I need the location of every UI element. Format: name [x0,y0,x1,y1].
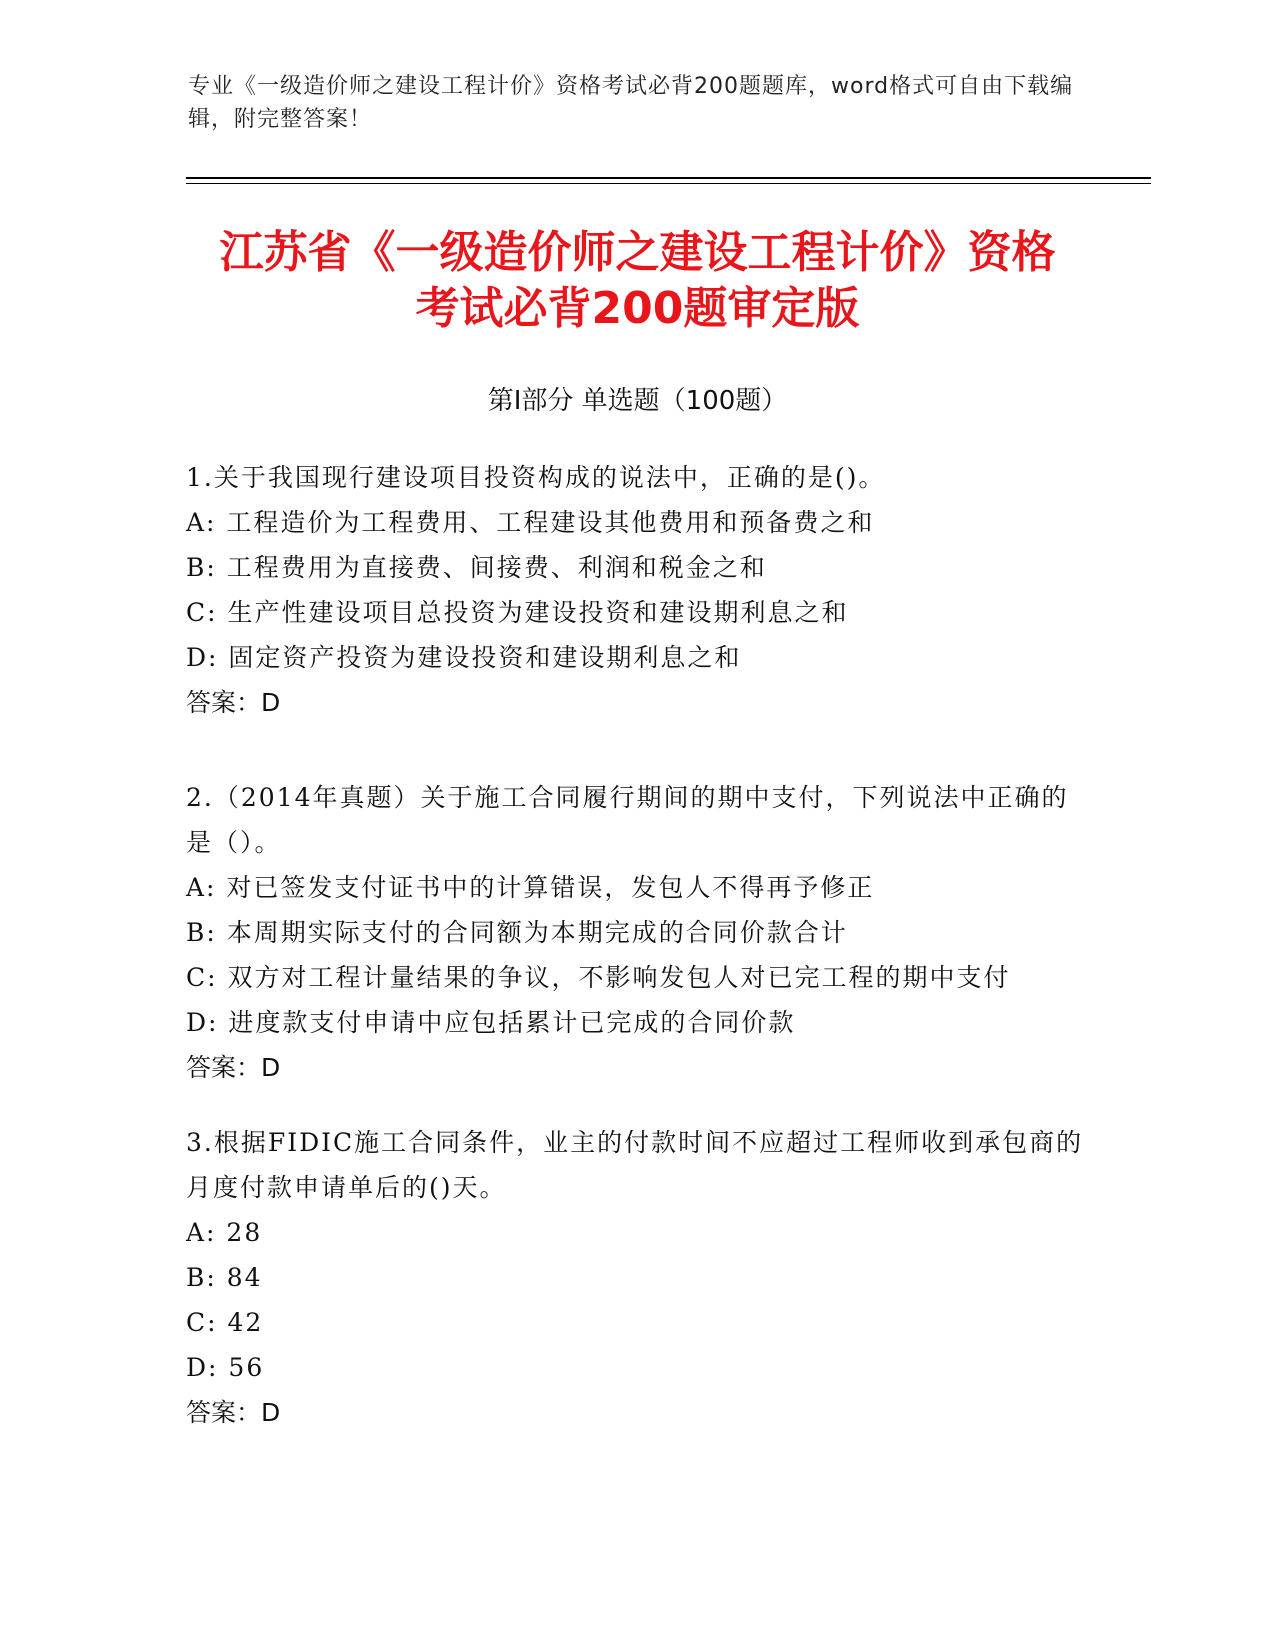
option-d: D: 固定资产投资为建设投资和建设期利息之和 [186,643,742,672]
question-stem: 2.（2014年真题）关于施工合同履行期间的期中支付，下列说法中正确的是（）。 [186,783,1069,857]
answer: 答案：D [186,688,281,717]
question-stem: 1.关于我国现行建设项目投资构成的说法中，正确的是()。 [186,463,886,492]
option-b: B: 84 [186,1263,263,1292]
option-b: B: 本周期实际支付的合同额为本期完成的合同价款合计 [186,918,848,947]
section-heading: 第Ⅰ部分 单选题（100题） [487,386,788,416]
header-note: 专业《一级造价师之建设工程计价》资格考试必背200题题库，word格式可自由下载编辑，附完整答案！ [188,74,1074,132]
question-3 [186,1120,1086,1435]
answer: 答案：D [186,1398,281,1427]
option-c: C: 42 [186,1308,264,1337]
option-d: D: 进度款支付申请中应包括累计已完成的合同价款 [186,1008,796,1037]
option-a: A: 工程造价为工程费用、工程建设其他费用和预备费之和 [186,508,875,537]
question-1 [186,455,1086,725]
title-line-1: 江苏省《一级造价师之建设工程计价》资格 [219,227,1056,278]
document-title [160,225,1115,337]
option-a: A: 对已签发支付证书中的计算错误，发包人不得再予修正 [186,873,875,902]
header-divider-thick [186,177,1151,179]
question-2 [186,775,1086,1090]
answer: 答案：D [186,1053,281,1082]
option-c: C: 双方对工程计量结果的争议，不影响发包人对已完工程的期中支付 [186,963,1011,992]
option-a: A: 28 [186,1218,263,1247]
title-line-2: 考试必背200题审定版 [415,283,860,334]
option-d: D: 56 [186,1353,265,1382]
option-c: C: 生产性建设项目总投资为建设投资和建设期利息之和 [186,598,849,627]
option-b: B: 工程费用为直接费、间接费、利润和税金之和 [186,553,767,582]
question-stem: 3.根据FIDIC施工合同条件，业主的付款时间不应超过工程师收到承包商的月度付款申请单后的()天。 [186,1128,1084,1202]
header-divider-thin [186,183,1151,184]
